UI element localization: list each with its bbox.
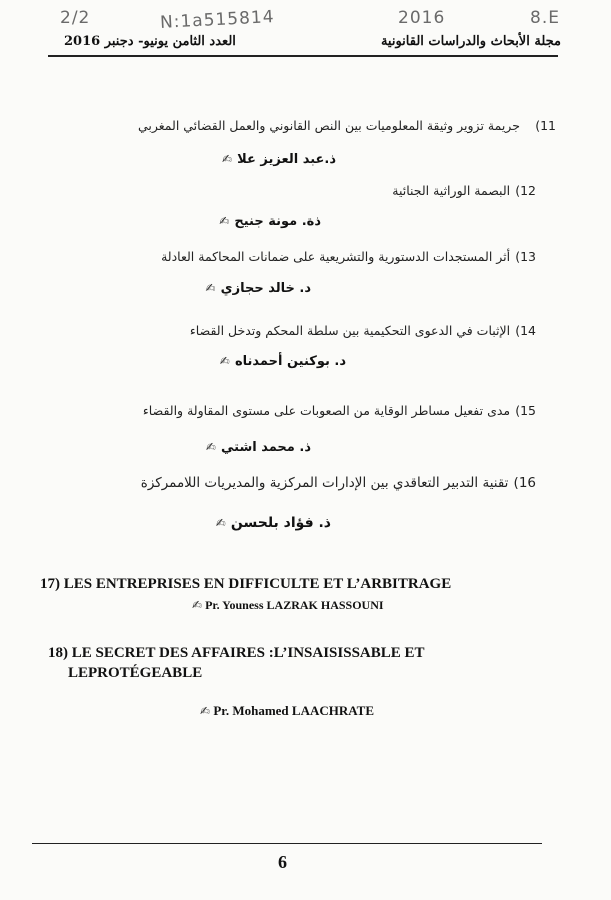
handwritten-reference-number: N:1a515814 <box>159 7 276 33</box>
page-number: 6 <box>278 852 287 872</box>
issue-info: العدد الثامن يونيو- دجنبر 2016 <box>64 34 236 49</box>
entry-14-author <box>220 350 346 369</box>
entry-16 <box>141 472 536 491</box>
entry-15-author <box>206 436 311 455</box>
pen-icon: ✍ <box>215 516 226 530</box>
entry-title: البصمة الوراثية الجنائية <box>392 183 511 198</box>
entry-number: 12) <box>515 183 536 198</box>
entry-title: الإثبات في الدعوى التحكيمية بين سلطة المحكم وتدخل القضاء <box>189 323 511 338</box>
entry-14 <box>190 320 536 339</box>
entry-title: تقنية التدبير التعاقدي بين الإدارات المركزية والمديريات اللاممركزة <box>140 475 509 491</box>
entry-13-author <box>206 277 311 296</box>
author-name: د. خالد حجازي <box>220 281 311 296</box>
entry-17-title: 17) LES ENTREPRISES EN DIFFICULTE ET L’ARBITRAGE <box>40 576 452 592</box>
entry-12-author <box>219 210 321 229</box>
author-name: ذ.عبد العزيز علا <box>237 152 336 167</box>
entry-18-title-line2: LEPROTÉGEABLE <box>68 665 203 681</box>
entry-number: 14) <box>515 323 536 338</box>
pen-icon: ✍ <box>200 704 211 718</box>
journal-title: مجلة الأبحاث والدراسات القانونية <box>380 34 561 49</box>
entry-title: أثر المستجدات الدستورية والتشريعية على ضمانات المحاكمة العادلة <box>161 249 511 264</box>
handwritten-year: 2016 <box>398 8 446 28</box>
entry-15 <box>143 400 536 419</box>
entry-16-author <box>216 512 331 531</box>
entry-number: 11) <box>535 118 556 133</box>
pen-icon: ✍ <box>192 598 203 612</box>
pen-icon: ✍ <box>205 281 216 295</box>
entry-17-author <box>192 598 384 613</box>
entry-11 <box>138 115 556 134</box>
pen-icon: ✍ <box>219 214 230 228</box>
pen-icon: ✍ <box>219 354 230 368</box>
author-name: ذة. مونة جنيح <box>234 214 321 229</box>
entry-11-author <box>222 148 336 167</box>
pen-icon: ✍ <box>222 152 233 166</box>
author-name: Pr. Mohamed LAACHRATE <box>213 703 375 718</box>
entry-13 <box>161 246 536 265</box>
handwritten-mark: 8.E <box>530 8 560 28</box>
author-name: د. بوكنين أحمدناه <box>234 354 346 369</box>
entry-18-title-line1: 18) LE SECRET DES AFFAIRES :L’INSAISISSABLE ET <box>48 645 425 661</box>
header-rule <box>48 55 558 57</box>
author-name: ذ. محمد اشتي <box>220 440 311 455</box>
author-name: ذ. فؤاد بلحسن <box>230 515 331 531</box>
entry-18-author <box>200 703 374 719</box>
entry-title: جريمة تزوير وثيقة المعلوميات بين النص القانوني والعمل القضائي المغربي <box>137 118 520 133</box>
author-name: Pr. Youness LAZRAK HASSOUNI <box>205 598 384 612</box>
entry-number: 13) <box>515 249 536 264</box>
entry-12 <box>392 180 536 199</box>
entry-number: 15) <box>515 403 536 418</box>
entry-number: 16) <box>513 475 536 491</box>
pen-icon: ✍ <box>205 440 216 454</box>
footer-rule <box>32 843 542 844</box>
handwritten-page-count: 2/2 <box>60 8 91 28</box>
entry-title: مدى تفعيل مساطر الوقاية من الصعوبات على مستوى المقاولة والقضاء <box>142 403 511 418</box>
